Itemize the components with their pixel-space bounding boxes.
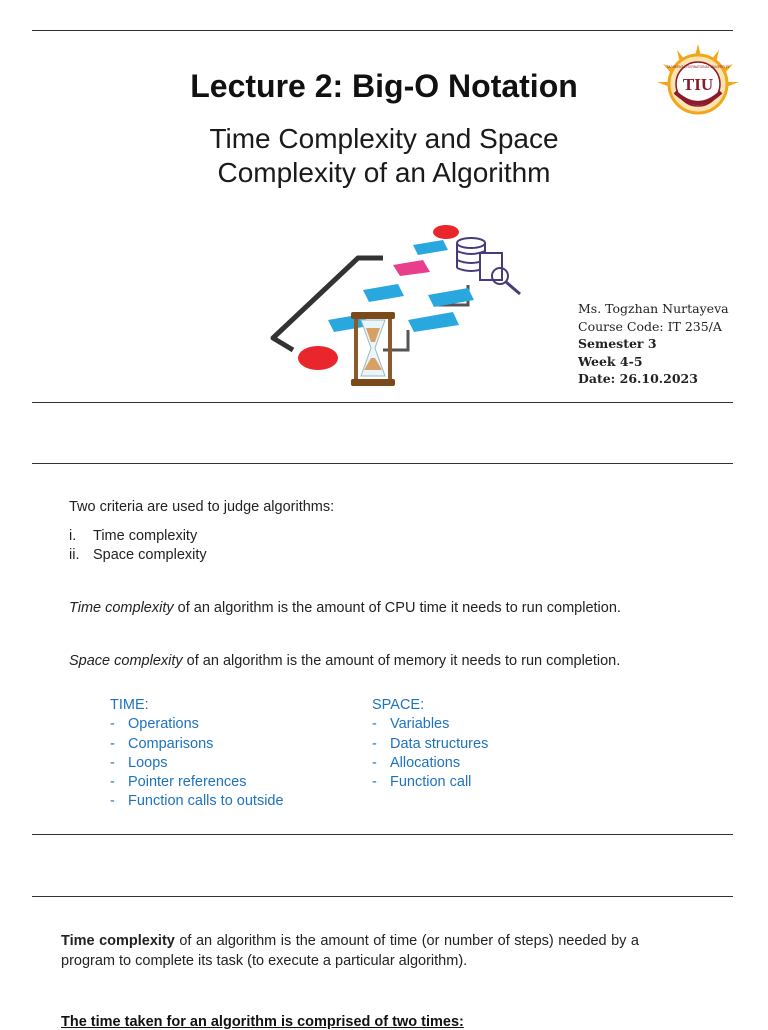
list-item: - Operations [110, 716, 199, 733]
instructor-name: Ms. Togzhan Nurtayeva [578, 301, 729, 316]
semester: Semester 3 [578, 336, 657, 351]
hourglass-icon [351, 312, 395, 386]
course-info [578, 300, 729, 388]
criteria-intro: Two criteria are used to judge algorithms: [69, 499, 335, 515]
list-item: - Allocations [372, 754, 461, 771]
lecture-subtitle [0, 122, 768, 190]
space-column [372, 696, 488, 792]
logo-ring-text: TASHKENT INTERNATIONAL UNIVERSITY [666, 65, 730, 69]
time-complexity-paragraph: Time complexity of an algorithm is the amount of time (or number of steps) needed by a program to complete its task (to execute a particular algorithm). [61, 933, 639, 969]
university-logo [655, 44, 741, 124]
list-item: - Function calls to outside [110, 793, 284, 810]
subtitle-line-1: Time Complexity and Space [209, 123, 559, 154]
list-item: - Comparisons [110, 735, 214, 752]
section-rule [32, 834, 733, 835]
list-item: ii. Space complexity [69, 547, 207, 563]
time-heading: TIME: [110, 697, 149, 713]
subtitle-line-2: Complexity of an Algorithm [217, 157, 551, 188]
algorithm-flowchart-illustration [258, 210, 528, 395]
time-components-heading: The time taken for an algorithm is comprised of two times: [61, 1014, 464, 1030]
date: Date: 26.10.2023 [578, 371, 698, 386]
time-complexity-definition: Time complexity of an algorithm is the amount of CPU time it needs to run completion. [69, 600, 621, 616]
logo-text: TIU [682, 75, 714, 94]
list-item: - Function call [372, 774, 472, 791]
top-rule [32, 30, 733, 31]
criteria-list [69, 527, 207, 565]
section-rule [32, 402, 733, 403]
week: Week 4-5 [578, 353, 643, 369]
space-complexity-definition: Space complexity of an algorithm is the amount of memory it needs to run completion. [69, 653, 621, 669]
section-rule [32, 896, 733, 897]
section-rule [32, 463, 733, 464]
list-item: - Loops [110, 754, 168, 771]
lecture-title: Lecture 2: Big-O Notation [190, 68, 578, 104]
course-code: Course Code: IT 235/A [578, 318, 722, 334]
list-item: - Data structures [372, 735, 489, 752]
time-column [110, 696, 284, 812]
list-item: - Pointer references [110, 774, 247, 791]
space-heading: SPACE: [372, 697, 425, 713]
list-item: i. Time complexity [69, 528, 198, 544]
list-item: - Variables [372, 716, 450, 733]
